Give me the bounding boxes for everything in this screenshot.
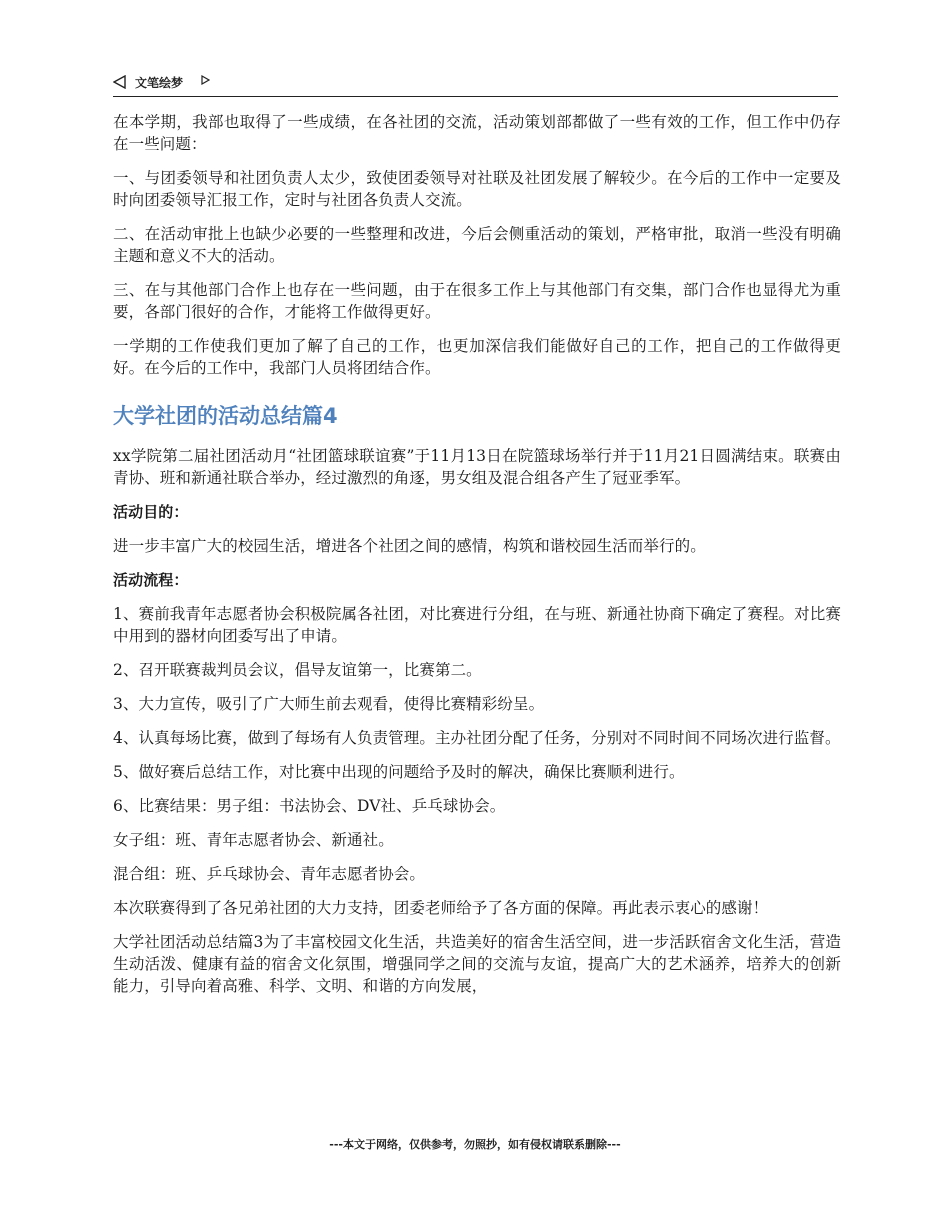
process-step: 大学社团活动总结篇3为了丰富校园文化生活，共造美好的宿舍生活空间，进一步活跃宿舍文化生活，营造生动活泼、健康有益的宿舍文化氛围，增强同学之间的交流与友谊，提高广大的艺术涵养，培养大的创新能力，引导向着高雅、科学、文明、和谐的方向发展， (113, 933, 841, 995)
page-footer: ---本文于网络，仅供参考，勿照抄，如有侵权请联系删除--- (329, 1138, 621, 1151)
process-step: 女子组：班、青年志愿者协会、新通社。 (113, 831, 394, 849)
process-step: 3、大力宣传，吸引了广大师生前去观看，使得比赛精彩纷呈。 (113, 695, 545, 713)
purpose-label: 活动目的： (113, 503, 189, 521)
left-triangle-icon (113, 75, 126, 89)
process-step: 6、比赛结果：男子组：书法协会、DV社、乒乓球协会。 (113, 797, 506, 815)
purpose-text: 进一步丰富广大的校园生活，增进各个社团之间的感情，构筑和谐校园生活而举行的。 (113, 537, 706, 555)
paragraph: 在本学期，我部也取得了一些成绩，在各社团的交流，活动策划部都做了一些有效的工作，但工作中仍存在一些问题： (113, 113, 841, 153)
process-step: 本次联赛得到了各兄弟社团的大力支持，团委老师给予了各方面的保障。再此表示衷心的感谢！ (113, 899, 769, 917)
paragraph: 三、在与其他部门合作上也存在一些问题，由于在很多工作上与其他部门有交集，部门合作也显得尤为重要，各部门很好的合作，才能将工作做得更好。 (113, 281, 841, 321)
paragraph: 一、与团委领导和社团负责人太少，致使团委领导对社联及社团发展了解较少。在今后的工作中一定要及时向团委领导汇报工作，定时与社团各负责人交流。 (113, 169, 841, 209)
process-step: 混合组：班、乒乓球协会、青年志愿者协会。 (113, 865, 426, 883)
process-step: 1、赛前我青年志愿者协会积极院属各社团，对比赛进行分组，在与班、新通社协商下确定了赛程。对比赛中用到的器材向团委写出了申请。 (113, 605, 841, 645)
paragraph: 二、在活动审批上也缺少必要的一些整理和改进，今后会侧重活动的策划，严格审批，取消一些没有明确主题和意义不大的活动。 (113, 225, 841, 265)
section-intro: xx学院第二届社团活动月“社团篮球联谊赛”于11月13日在院篮球场举行并于11月21日圆满结束。联赛由青协、班和新通社联合举办，经过激烈的角逐，男女组及混合组各产生了冠亚季军。 (113, 447, 841, 487)
section-title: 大学社团的活动总结篇4 (113, 404, 338, 428)
process-step: 5、做好赛后总结工作，对比赛中出现的问题给予及时的解决，确保比赛顺利进行。 (113, 763, 685, 781)
page-header (113, 72, 838, 97)
header-brand: 文笔绘梦 (135, 76, 184, 90)
process-label: 活动流程： (113, 571, 189, 589)
process-step: 4、认真每场比赛，做到了每场有人负责管理。主办社团分配了任务，分别对不同时间不同场次进行监督。 (113, 729, 841, 747)
right-triangle-icon (201, 75, 210, 85)
paragraph: 一学期的工作使我们更加了解了自己的工作，也更加深信我们能做好自己的工作，把自己的工作做得更好。在今后的工作中，我部门人员将团结合作。 (113, 337, 841, 377)
document-body (113, 111, 841, 1009)
process-step: 2、召开联赛裁判员会议，倡导友谊第一，比赛第二。 (113, 661, 482, 679)
